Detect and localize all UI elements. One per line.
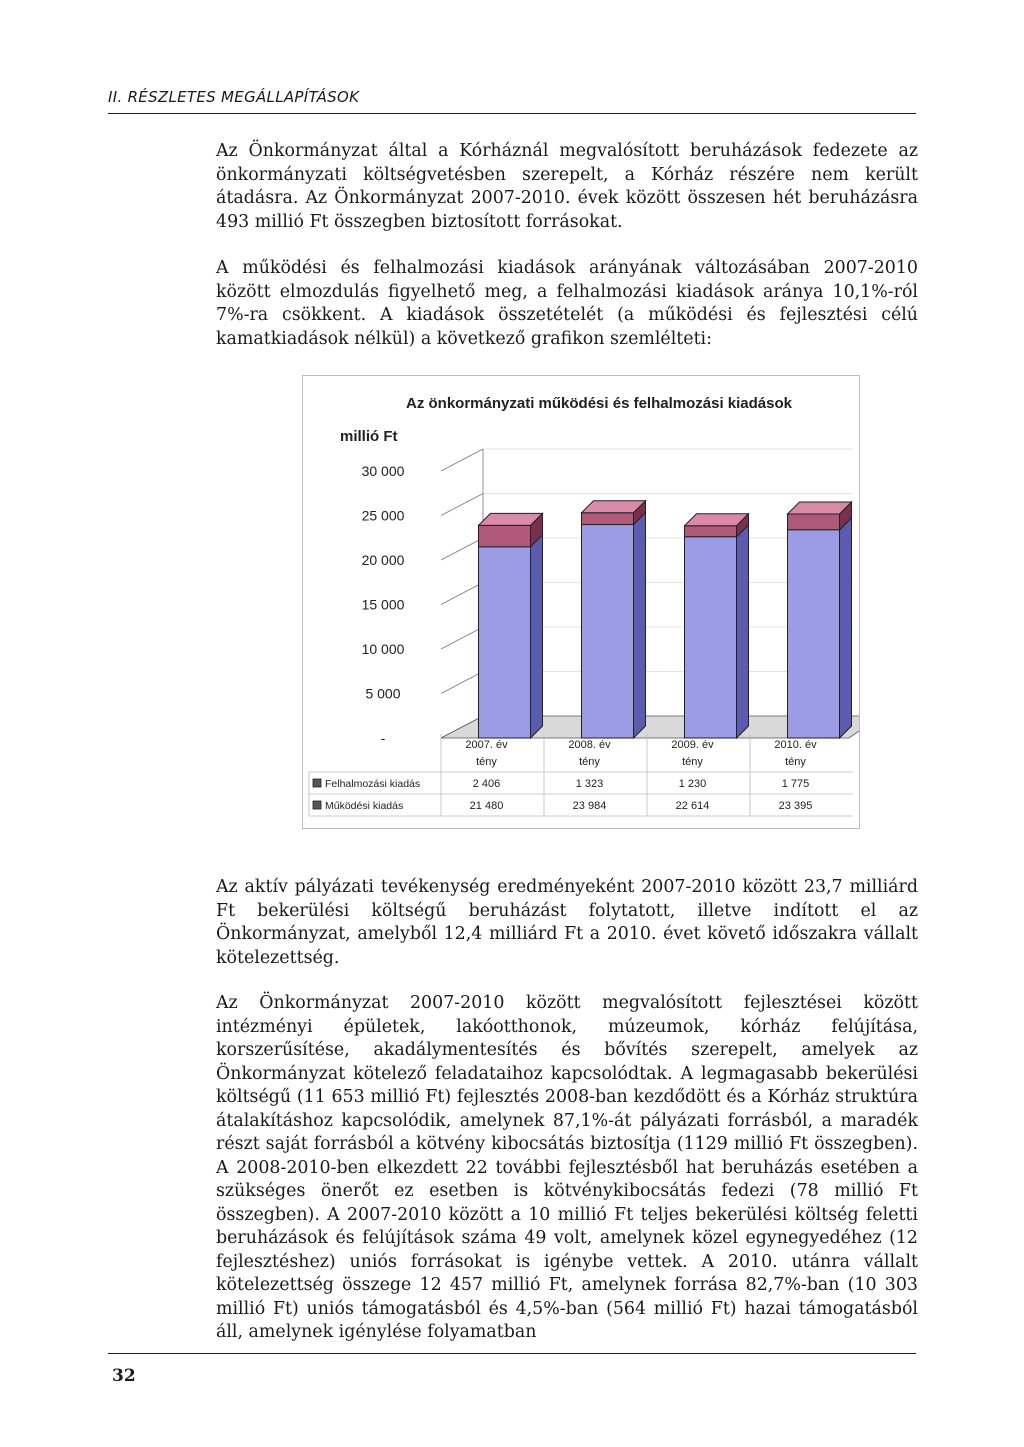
data-label: 1 323 (575, 778, 604, 790)
bar-top (582, 501, 646, 513)
data-label: 2 406 (472, 778, 501, 790)
paragraph-3: Az aktív pályázati tevékenység eredményeként 2007-2010 között 23,7 milliárd Ft bekerülési költségű beruházást folytatott, illetve indított el az Önkormányzat, amelyből 12,4 milliárd Ft a 2010. évet követő időszakra vállalt kötelezettség. (216, 877, 918, 968)
paragraph-4: Az Önkormányzat 2007-2010 között megvalósított fejlesztései között intézményi épületek, lakóotthonok, múzeumok, kórház felújítása, korszerűsítése, akadálymentesítés és bővítés szerepelt, amelyek az Önkormányzat kötelező feladataihoz kapcsolódtak. A legmagasabb bekerülési költségű (11 653 millió Ft) fejlesztés 2008-ban kezdődött és a Kórház struktúra átalakításhoz kapcsolódik, amelynek 87,1%-át pályázati forrásból, a maradék részt saját forrásból a kötvény kibocsátás biztosítja (1129 millió Ft összegben). A 2008-2010-ben elkezdett 22 további fejlesztésből hat beruházás esetében a szükséges önerőt ez esetben is kötvénykibocsátás fedezi (78 millió Ft összegben). A 2007-2010 között a 10 millió Ft teljes bekerülési költség feletti beruházások és felújítások száma 49 volt, amelynek közel egynegyedéhez (12 fejlesztéshez) uniós forrásokat is igénybe vettek. A 2010. utánra vállalt kötelezettség összege 12 457 millió Ft, amelynek forrása 82,7%-ban (10 303 millió Ft) uniós támogatásból és 4,5%-ban (564 millió Ft) hazai támogatásból áll, amelynek igénylése folyamatban (216, 993, 918, 1342)
y-tick-label: - (380, 730, 386, 746)
y-tick-label: 15 000 (361, 596, 405, 613)
x-tick-sublabel: tény (476, 756, 497, 768)
gridline-diagonal (441, 449, 483, 471)
chart-title: Az önkormányzati működési és felhalmozási kiadások (406, 395, 792, 412)
y-tick-label: 30 000 (361, 463, 405, 479)
bar-segment (582, 513, 634, 525)
legend-key (313, 779, 321, 787)
y-axis-label: millió Ft (340, 428, 398, 445)
data-label: 1 230 (678, 778, 707, 790)
bar-segment (788, 514, 840, 530)
data-label: 23 395 (778, 800, 813, 812)
bar-segment (479, 547, 531, 738)
gridline-diagonal (441, 494, 483, 516)
y-tick-label: 25 000 (361, 507, 405, 524)
bar-segment (685, 537, 737, 738)
footer-divider (108, 1353, 916, 1354)
gridline-diagonal (441, 583, 483, 605)
chart-container (302, 375, 860, 829)
bar-top (479, 513, 543, 525)
data-label: 21 480 (469, 800, 504, 812)
x-tick-label: 2010. év (774, 739, 817, 751)
header-divider (108, 113, 916, 114)
x-tick-label: 2007. év (465, 739, 508, 751)
legend-label: Működési kiadás (325, 800, 404, 812)
data-label: 23 984 (572, 800, 607, 812)
gridline-diagonal (441, 672, 483, 694)
gridline-diagonal (441, 627, 483, 649)
x-tick-sublabel: tény (579, 756, 600, 768)
x-tick-sublabel: tény (682, 756, 703, 768)
bar-segment (582, 525, 634, 738)
stacked-bar-chart (303, 376, 859, 828)
y-tick-label: 10 000 (361, 641, 405, 657)
x-tick-label: 2009. év (671, 739, 714, 751)
x-tick-label: 2008. év (568, 739, 611, 751)
paragraph-1: Az Önkormányzat által a Kórháznál megvalósított beruházások fedezete az önkormányzati költségvetésben szerepelt, a Kórház részére nem került átadásra. Az Önkormányzat 2007-2010. évek között összesen hét beruházásra 493 millió Ft összegben biztosított forrásokat. (216, 141, 918, 232)
bar-top (685, 514, 749, 526)
data-label: 22 614 (675, 800, 710, 812)
y-tick-label: 20 000 (361, 552, 405, 568)
x-tick-sublabel: tény (785, 756, 806, 768)
bar-top (788, 502, 852, 514)
bar-side (840, 518, 852, 738)
gridline-diagonal (441, 538, 483, 560)
bar-segment (479, 525, 531, 546)
page-number: 32 (112, 1366, 136, 1386)
data-label: 1 775 (781, 778, 810, 790)
bar-side (634, 513, 646, 738)
bar-side (737, 525, 749, 738)
legend-key (313, 801, 321, 809)
section-title: II. RÉSZLETES MEGÁLLAPÍTÁSOK (108, 88, 360, 106)
paragraph-2: A működési és felhalmozási kiadások arányának változásában 2007-2010 között elmozdulás figyelhető meg, a felhalmozási kiadások aránya 10,1%-ról 7%-ra csökkent. A kiadások összetételét (a működési és fejlesztési célú kamatkiadások nélkül) a következő grafikon szemlélteti: (216, 258, 918, 349)
bar-segment (685, 526, 737, 537)
legend-label: Felhalmozási kiadás (325, 778, 421, 790)
y-tick-label: 5 000 (365, 685, 401, 702)
bar-segment (788, 530, 840, 738)
bar-side (531, 535, 543, 738)
